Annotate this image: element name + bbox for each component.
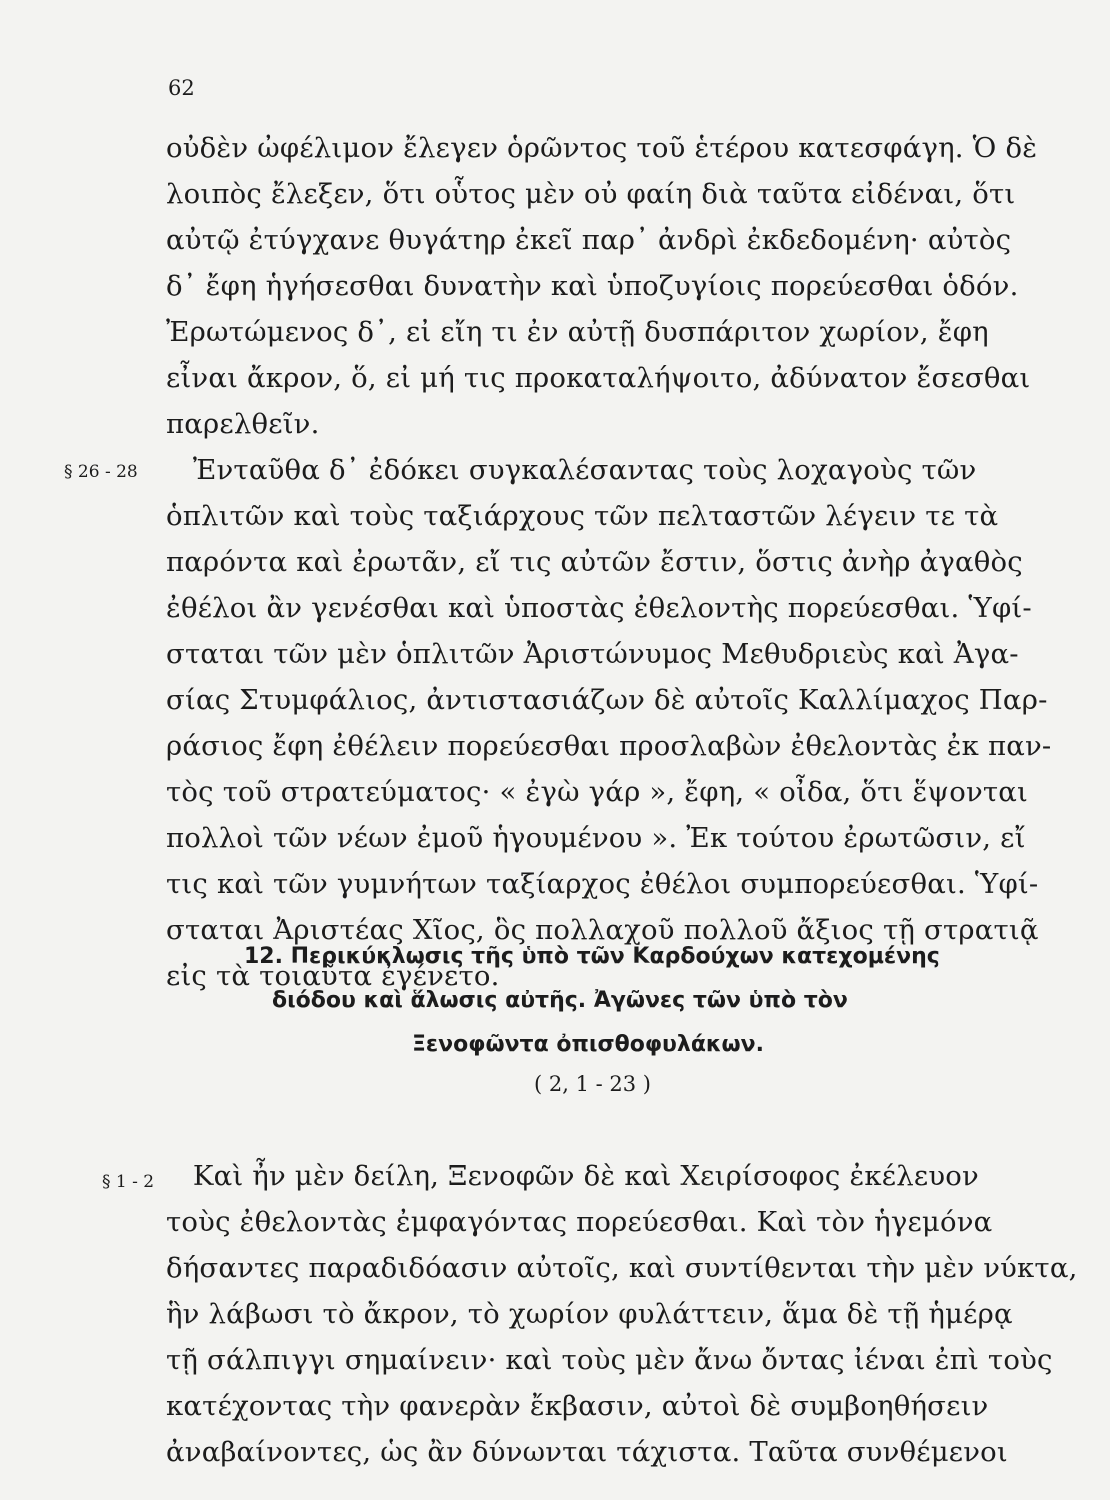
text-line: δ᾽ ἔφη ἡγήσεσθαι δυνατὴν καὶ ὑποζυγίοις πορεύεσθαι ὁδόν. [166,270,1019,302]
text-line: ἣν λάβωσι τὸ ἄκρον, τὸ χωρίον φυλάττειν, ἅμα δὲ τῇ ἡμέρᾳ [166,1298,1013,1330]
margin-section-ref: § 26 - 28 [64,462,138,482]
text-line: δήσαντες παραδιδόασιν αὐτοῖς, καὶ συντίθενται τὴν μὲν νύκτα, [166,1252,1078,1284]
text-line: πολλοὶ τῶν νέων ἐμοῦ ἡγουμένου ». Ἐκ τούτου ἐρωτῶσιν, εἴ [166,822,1026,854]
text-line: τὸς τοῦ στρατεύματος· « ἐγὼ γάρ », ἔφη, « οἶδα, ὅτι ἕψονται [166,776,1029,808]
text-line: Καὶ ἦν μὲν δείλη, Ξενοφῶν δὲ καὶ Χειρίσοφος ἐκέλευον [166,1160,979,1192]
text-line: ὁπλιτῶν καὶ τοὺς ταξιάρχους τῶν πελταστῶν λέγειν τε τὰ [166,500,999,532]
text-line: τοὺς ἐθελοντὰς ἐμφαγόντας πορεύεσθαι. Καὶ τὸν ἡγεμόνα [166,1206,993,1238]
text-line: σταται Ἀριστέας Χῖος, ὃς πολλαχοῦ πολλοῦ ἄξιος τῇ στρατιᾷ [166,914,1039,946]
margin-section-ref: § 1 - 2 [102,1172,155,1192]
text-line: τῇ σάλπιγγι σημαίνειν· καὶ τοὺς μὲν ἄνω ὄντας ἰέναι ἐπὶ τοὺς [166,1344,1053,1376]
text-line: Ἐρωτώμενος δ᾽, εἰ εἴη τι ἐν αὐτῇ δυσπάριτον χωρίον, ἔφη [166,316,989,348]
text-line: ἀναβαίνοντες, ὡς ἂν δύνωνται τάχιστα. Ταῦτα συνθέμενοι [166,1436,1008,1468]
section-heading-line: Ξενοφῶντα ὀπισθοφυλάκων. [412,1032,765,1057]
text-line: παρόντα καὶ ἐρωτᾶν, εἴ τις αὐτῶν ἔστιν, ὅστις ἀνὴρ ἀγαθὸς [166,546,1023,578]
section-heading-line: 12. Περικύκλωσις τῆς ὑπὸ τῶν Καρδούχων κατεχομένης [244,944,940,969]
text-line: παρελθεῖν. [166,408,320,440]
text-line: λοιπὸς ἔλεξεν, ὅτι οὗτος μὲν οὐ φαίη διὰ ταῦτα εἰδέναι, ὅτι [166,178,1016,210]
text-line: οὐδὲν ὠφέλιμον ἔλεγεν ὁρῶντος τοῦ ἑτέρου κατεσφάγη. Ὁ δὲ [166,132,1038,164]
text-line: ἐθέλοι ἂν γενέσθαι καὶ ὑποστὰς ἐθελοντὴς πορεύεσθαι. Ὑφί- [166,592,1032,624]
section-heading-ref: ( 2, 1 - 23 ) [534,1072,651,1096]
text-line: αὐτῷ ἐτύγχανε θυγάτηρ ἐκεῖ παρ᾽ ἀνδρὶ ἐκδεδομένη· αὐτὸς [166,224,1012,256]
text-line: Ἐνταῦθα δ᾽ ἐδόκει συγκαλέσαντας τοὺς λοχαγοὺς τῶν [166,454,977,486]
text-line: εἶναι ἄκρον, ὅ, εἰ μή τις προκαταλήψοιτο, ἀδύνατον ἔσεσθαι [166,362,1031,394]
text-line: εἰς τὰ τοιαῦτα ἐγένετο. [166,960,500,992]
text-line: τις καὶ τῶν γυμνήτων ταξίαρχος ἐθέλοι συμπορεύεσθαι. Ὑφί- [166,868,1039,900]
section-heading-line: διόδου καὶ ἅλωσις αὐτῆς. Ἀγῶνες τῶν ὑπὸ τὸν [272,988,848,1013]
text-line: κατέχοντας τὴν φανερὰν ἔκβασιν, αὐτοὶ δὲ συμβοηθήσειν [166,1390,989,1422]
text-line: ράσιος ἔφη ἐθέλειν πορεύεσθαι προσλαβὼν ἐθελοντὰς ἐκ παν- [166,730,1052,762]
page-number: 62 [168,76,195,100]
text-line: σίας Στυμφάλιος, ἀντιστασιάζων δὲ αὐτοῖς Καλλίμαχος Παρ- [166,684,1048,716]
text-line: σταται τῶν μὲν ὁπλιτῶν Ἀριστώνυμος Μεθυδριεὺς καὶ Ἀγα- [166,638,1019,670]
